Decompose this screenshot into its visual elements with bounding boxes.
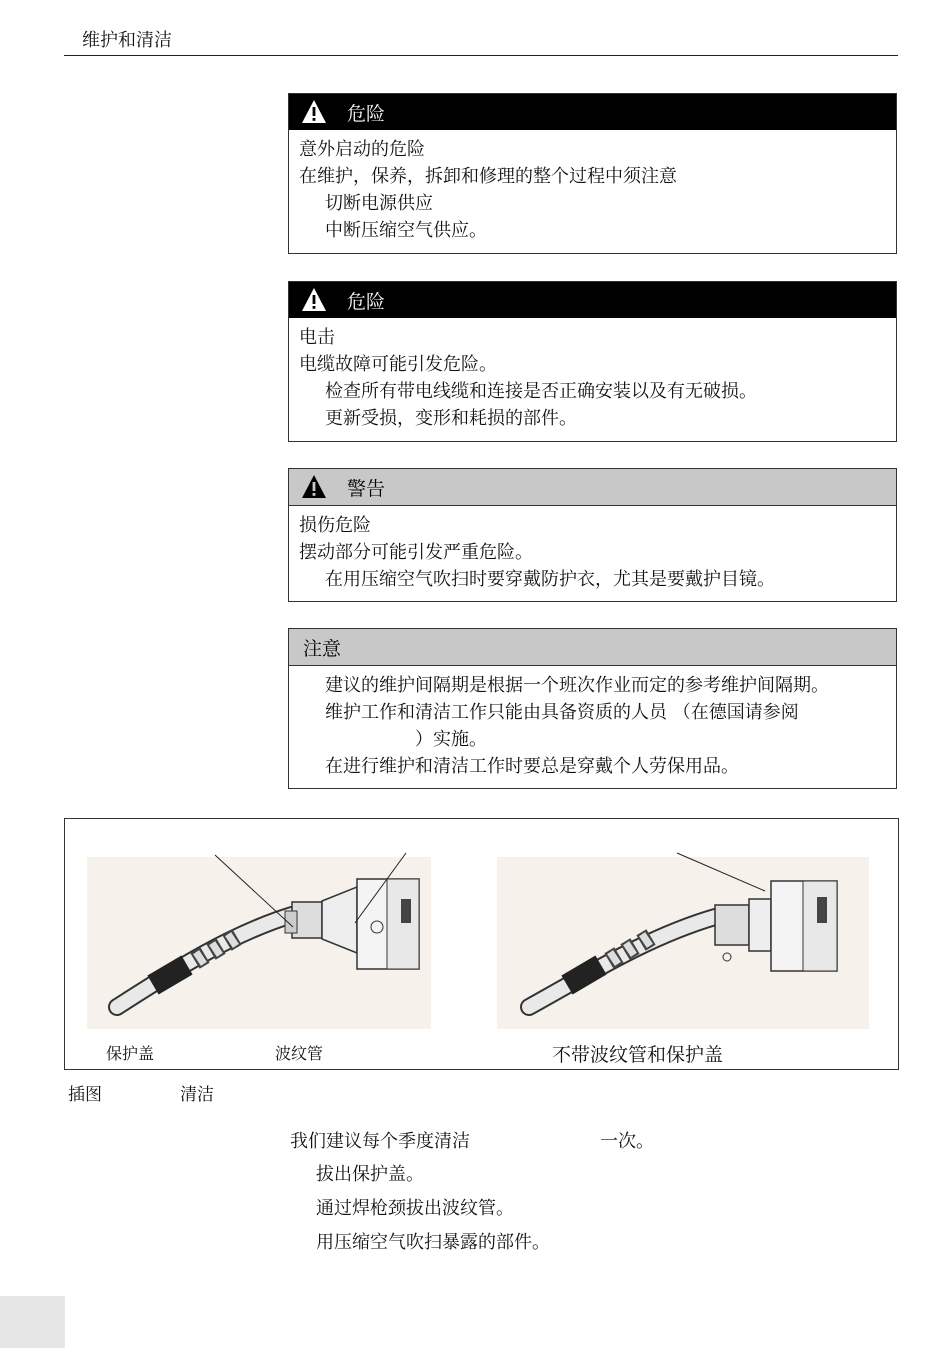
figure-label-cover: 保护盖: [106, 1044, 155, 1063]
cleaning-step: 用压缩空气吹扫暴露的部件。: [316, 1232, 550, 1253]
header-divider: [64, 55, 898, 56]
cleaning-intro-after: 一次。: [600, 1131, 654, 1152]
danger-notice-unexpected-start: [288, 93, 897, 254]
notice-step: 建议的维护间隔期是根据一个班次作业而定的参考维护间隔期。: [325, 675, 829, 696]
danger-notice-header: [289, 282, 896, 318]
cleaning-intro-before: 我们建议每个季度清洁: [290, 1131, 470, 1152]
notice-step: 维护工作和清洁工作只能由具备资质的人员 （在德国请参阅: [325, 702, 799, 723]
notice-line: 意外启动的危险: [299, 139, 425, 160]
note-notice-heading: 注意: [303, 637, 342, 660]
warning-notice-body: [289, 506, 896, 601]
warning-notice-header: [289, 469, 896, 506]
danger-notice-heading: 危险: [347, 290, 386, 313]
notice-step: 在进行维护和清洁工作时要总是穿戴个人劳保用品。: [325, 756, 739, 777]
notice-line: 损伤危险: [299, 515, 371, 536]
notice-step: ）实施。: [415, 729, 487, 750]
warning-triangle-icon: [301, 474, 327, 500]
figure-caption-prefix: 插图: [68, 1085, 102, 1105]
notice-step: 中断压缩空气供应。: [325, 220, 487, 241]
notice-step: 切断电源供应: [325, 193, 433, 214]
notice-line: 摆动部分可能引发严重危险。: [299, 542, 533, 563]
warning-notice-heading: 警告: [347, 477, 386, 500]
danger-notice-electric-shock: [288, 281, 897, 442]
figure-label-bellows: 波纹管: [275, 1044, 324, 1063]
note-notice-header: [289, 629, 896, 666]
figure-caption-title: 清洁: [180, 1085, 214, 1105]
figure-leader-lines: [65, 819, 898, 1069]
notice-line: 在维护，保养，拆卸和修理的整个过程中须注意: [299, 166, 677, 187]
notice-step: 更新受损，变形和耗损的部件。: [325, 408, 577, 429]
notice-step: 检查所有带电线缆和连接是否正确安装以及有无破损。: [325, 381, 757, 402]
cleaning-figure: [64, 818, 899, 1070]
cleaning-step: 拔出保护盖。: [316, 1164, 424, 1185]
danger-notice-body: [289, 318, 896, 440]
note-notice: [288, 628, 897, 789]
danger-notice-body: [289, 130, 896, 252]
danger-notice-heading: 危险: [347, 102, 386, 125]
figure-label-without-cover: 不带波纹管和保护盖: [552, 1044, 724, 1066]
warning-notice-injury: [288, 468, 897, 602]
warning-triangle-icon: [301, 287, 327, 313]
page-header-title: 维护和清洁: [82, 30, 172, 51]
note-notice-body: [289, 666, 896, 788]
cleaning-step: 通过焊枪颈拔出波纹管。: [316, 1198, 514, 1219]
notice-line: 电缆故障可能引发危险。: [299, 354, 497, 375]
warning-triangle-icon: [301, 99, 327, 125]
danger-notice-header: [289, 94, 896, 130]
notice-line: 电击: [299, 327, 335, 348]
page-corner-tab: [0, 1296, 65, 1348]
notice-step: 在用压缩空气吹扫时要穿戴防护衣，尤其是要戴护目镜。: [325, 569, 775, 590]
